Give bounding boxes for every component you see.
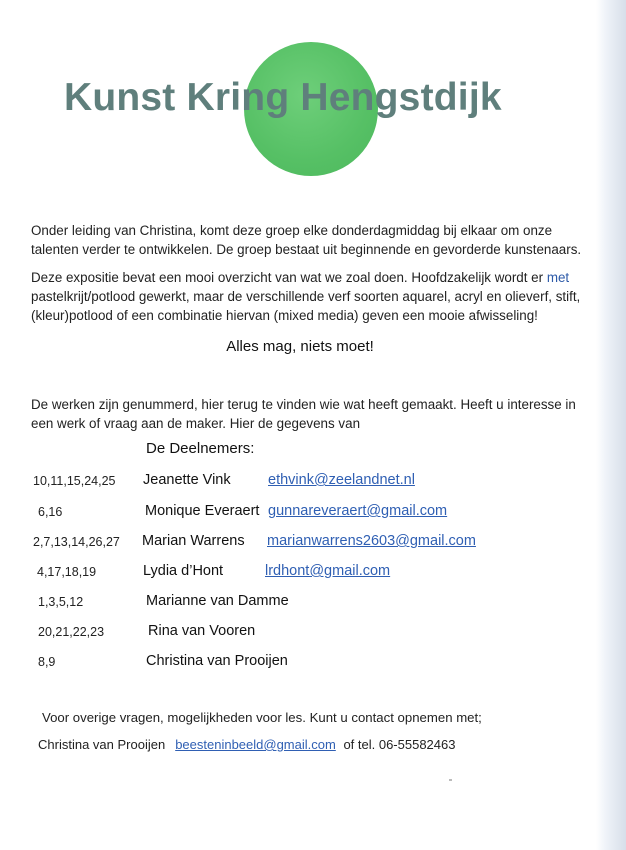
participant-email-link[interactable]: gunnareveraert@gmail.com <box>268 503 448 519</box>
artwork-numbers: 20,21,22,23 <box>38 625 105 639</box>
artwork-numbers: 2,7,13,14,26,27 <box>33 535 120 549</box>
paragraph-2-end: pastelkrijt/potlood gewerkt, maar de verschillende verf soorten aquarel, acryl en olieverf, stift, (kleur)potlood of een combinatie hiervan (mixed media) geven een mooie afwisseling! <box>31 289 581 323</box>
contact-email-link[interactable]: beesteninbeeld@gmail.com <box>175 737 336 752</box>
participant-name: Jeanette Vink <box>143 472 231 488</box>
participant-row <box>0 653 600 673</box>
contact-phone: of tel. 06-55582463 <box>343 737 456 752</box>
participant-name: Monique Everaert <box>145 503 260 519</box>
scan-speck <box>449 779 452 781</box>
intro-paragraph-2 <box>31 268 591 325</box>
participant-row <box>0 593 600 613</box>
participant-name: Marianne van Damme <box>146 593 289 609</box>
participant-email-link[interactable]: marianwarrens2603@gmail.com <box>267 533 476 549</box>
participant-email-link[interactable]: lrdhont@gmail.com <box>265 563 391 579</box>
intro-paragraph-1: Onder leiding van Christina, komt deze groep elke donderdagmiddag bij elkaar om onze talenten verder te ontwikkelen. De groep bestaat uit beginnende en gevorderde kunstenaars. <box>31 223 582 257</box>
artwork-numbers: 1,3,5,12 <box>38 595 84 609</box>
motto: Alles mag, niets moet! <box>226 338 374 355</box>
artwork-numbers: 10,11,15,24,25 <box>33 474 116 488</box>
participant-row <box>0 563 600 583</box>
artwork-numbers: 8,9 <box>38 655 56 669</box>
paragraph-2-highlight: met <box>546 270 570 285</box>
participants-heading: De Deelnemers: <box>146 440 255 457</box>
contact-details <box>38 737 455 752</box>
page-title: Kunst Kring Hengstdijk <box>64 76 502 119</box>
intro-paragraph-3: De werken zijn genummerd, hier terug te vinden wie wat heeft gemaakt. Heeft u interesse in een werk of vraag aan de maker. Hier de gegevens van <box>31 397 576 431</box>
participant-name: Lydia d’Hont <box>143 563 224 579</box>
contact-name: Christina van Prooijen <box>38 737 166 752</box>
participant-name: Rina van Vooren <box>148 623 256 639</box>
artwork-numbers: 4,17,18,19 <box>37 565 97 579</box>
scan-edge-shadow <box>596 0 626 850</box>
contact-intro: Voor overige vragen, mogelijkheden voor les. Kunt u contact opnemen met; <box>42 710 482 725</box>
participant-email-link[interactable]: ethvink@zeelandnet.nl <box>268 472 415 488</box>
paragraph-2-start: Deze expositie bevat een mooi overzicht van wat we zoal doen. Hoofdzakelijk wordt er <box>31 270 547 285</box>
participant-row <box>0 503 600 523</box>
participant-row <box>0 623 600 643</box>
participant-row <box>0 533 600 553</box>
participant-name: Christina van Prooijen <box>146 653 288 669</box>
artwork-numbers: 6,16 <box>38 505 63 519</box>
participant-name: Marian Warrens <box>142 533 245 549</box>
participant-row <box>0 472 600 492</box>
